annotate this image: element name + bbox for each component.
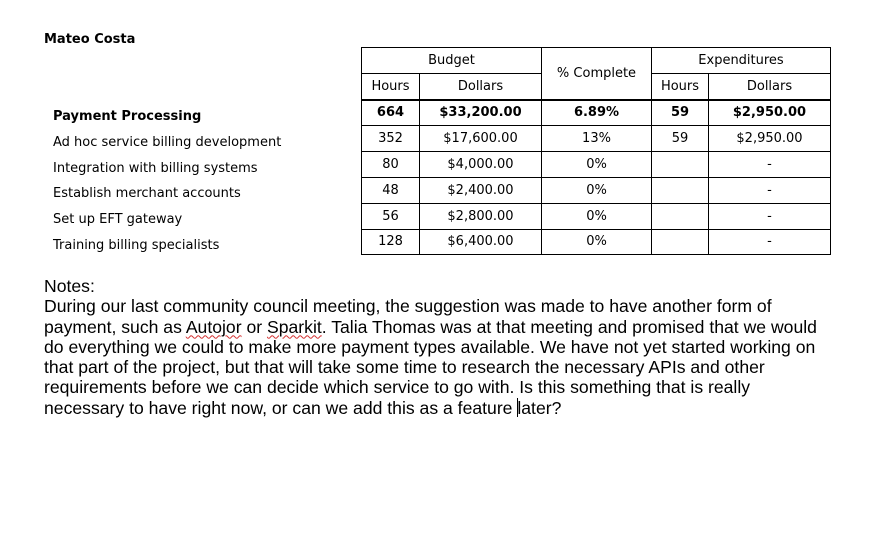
- task-label: Integration with billing systems: [53, 160, 258, 176]
- budget-dollars-header: Dollars: [420, 73, 542, 99]
- budget-hours-cell: 664: [362, 100, 420, 126]
- notes-heading: Notes:: [44, 276, 95, 296]
- percent-cell: 0%: [542, 152, 652, 178]
- task-label: Set up EFT gateway: [53, 212, 183, 228]
- budget-dollars-cell: $2,800.00: [420, 203, 542, 229]
- table-row: [362, 229, 831, 255]
- exp-hours-cell: [652, 229, 709, 255]
- budget-dollars-cell: $6,400.00: [420, 229, 542, 255]
- budget-hours-cell: 352: [362, 126, 420, 152]
- exp-hours-header: Hours: [652, 73, 709, 99]
- budget-hours-header: Hours: [362, 73, 420, 99]
- exp-hours-cell: [652, 152, 709, 178]
- exp-dollars-cell: -: [709, 203, 831, 229]
- exp-dollars-cell: -: [709, 152, 831, 178]
- budget-table: [361, 47, 831, 255]
- notes-text: During our last community council meeting, the suggestion was made to have another form of payment, such as: [44, 296, 772, 337]
- table-row: [362, 177, 831, 203]
- table-row: [362, 100, 831, 126]
- task-label: Ad hoc service billing development: [53, 134, 282, 150]
- task-label: Establish merchant accounts: [53, 186, 241, 202]
- task-label-payment-processing: Payment Processing: [53, 109, 202, 124]
- exp-hours-cell: 59: [652, 100, 709, 126]
- notes-last-word: later?: [517, 397, 562, 418]
- group-header-row: [362, 48, 831, 74]
- budget-dollars-cell: $4,000.00: [420, 152, 542, 178]
- notes-section[interactable]: [44, 276, 834, 418]
- task-labels: [53, 104, 353, 259]
- budget-hours-cell: 80: [362, 152, 420, 178]
- budget-hours-cell: 56: [362, 203, 420, 229]
- spelling-error-word[interactable]: Autojor: [185, 316, 242, 337]
- notes-text: . Talia Thomas was at that meeting and promised that we would do everything we could to make more payment types available. We have not yet started working on that part of the project, but that will take some time to research the necessary APIs and other requirements before we can decide which service to go with. Is this something that is really necessary to have right now, or can we add this as a feature: [44, 316, 817, 418]
- table-row: [362, 203, 831, 229]
- exp-dollars-cell: -: [709, 177, 831, 203]
- exp-hours-cell: [652, 177, 709, 203]
- exp-hours-cell: 59: [652, 126, 709, 152]
- notes-text: or: [241, 316, 267, 337]
- percent-complete-header: % Complete: [542, 48, 652, 100]
- percent-cell: 0%: [542, 177, 652, 203]
- exp-dollars-header: Dollars: [709, 73, 831, 99]
- percent-cell: 0%: [542, 203, 652, 229]
- exp-hours-cell: [652, 203, 709, 229]
- budget-dollars-cell: $17,600.00: [420, 126, 542, 152]
- percent-cell: 6.89%: [542, 100, 652, 126]
- task-label: Training billing specialists: [53, 237, 220, 253]
- budget-dollars-cell: $33,200.00: [420, 100, 542, 126]
- exp-dollars-cell: $2,950.00: [709, 100, 831, 126]
- table-row: [362, 126, 831, 152]
- table-row: [362, 152, 831, 178]
- exp-dollars-cell: -: [709, 229, 831, 255]
- percent-cell: 0%: [542, 229, 652, 255]
- budget-header: Budget: [362, 48, 542, 74]
- budget-hours-cell: 48: [362, 177, 420, 203]
- budget-hours-cell: 128: [362, 229, 420, 255]
- spelling-error-word[interactable]: Sparkit: [266, 316, 322, 337]
- expenditures-header: Expenditures: [652, 48, 831, 74]
- budget-dollars-cell: $2,400.00: [420, 177, 542, 203]
- exp-dollars-cell: $2,950.00: [709, 126, 831, 152]
- percent-cell: 13%: [542, 126, 652, 152]
- author-name: Mateo Costa: [44, 32, 136, 47]
